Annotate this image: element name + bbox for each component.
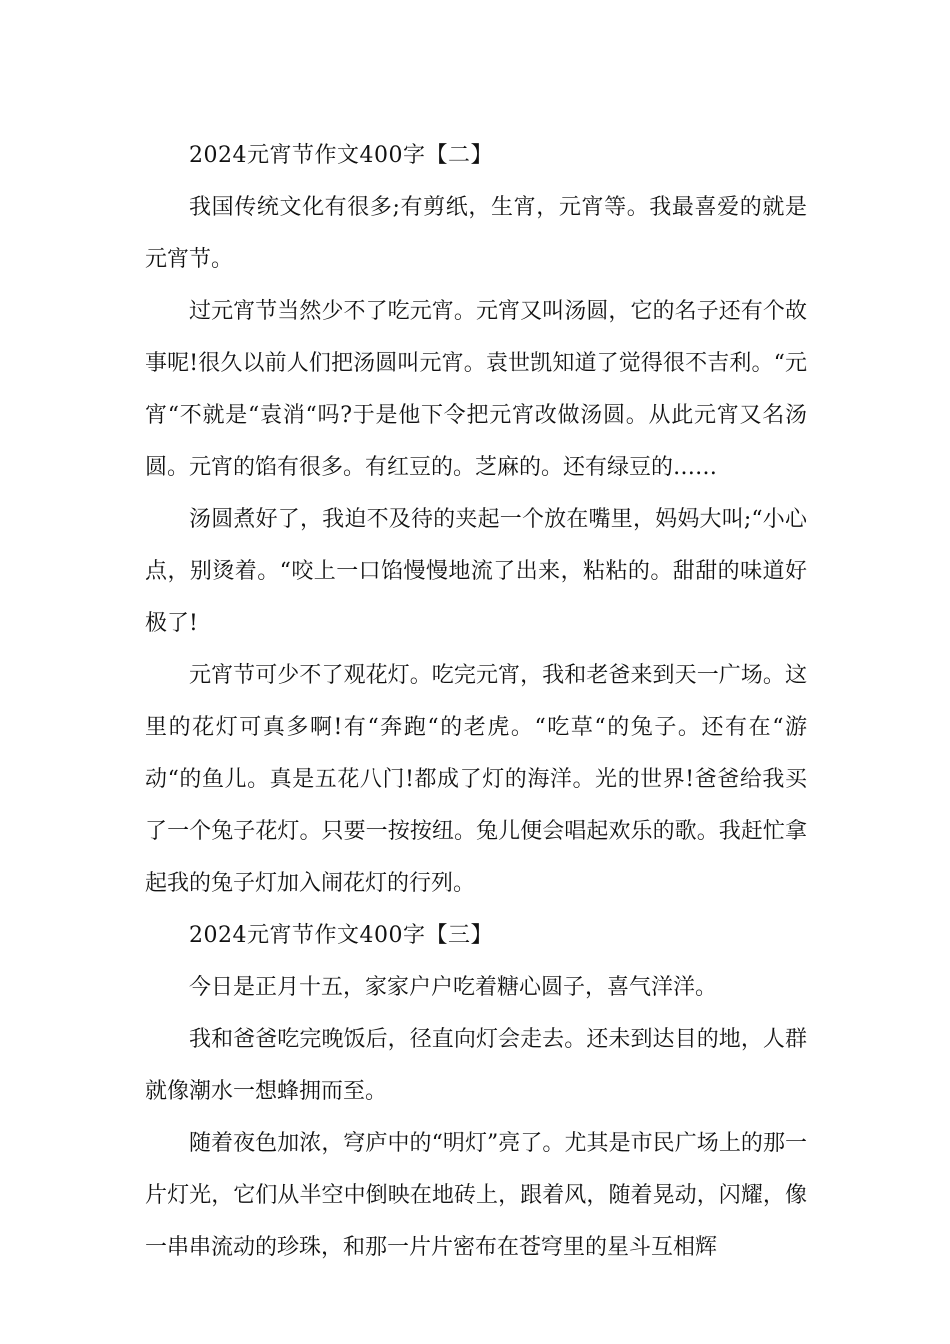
section-heading-3: 2024元宵节作文400字【三】 xyxy=(189,923,493,948)
paragraph: 元宵节可少不了观花灯。吃完元宵，我和老爸来到天一广场。这里的花灯可真多啊!有“奔跑“的老虎。“吃草“的兔子。还有在“游动“的鱼儿。真是五花八门!都成了灯的海洋。光的世界!爸爸给我买了一个兔子花灯。只要一按按纽。兔儿便会唱起欢乐的歌。我赶忙拿起我的兔子灯加入闹花灯的行列。 xyxy=(145,663,807,896)
paragraph: 今日是正月十五，家家户户吃着糖心圆子，喜气洋洋。 xyxy=(189,975,718,1000)
paragraph: 我国传统文化有很多;有剪纸，生宵，元宵等。我最喜爱的就是元宵节。 xyxy=(145,195,807,272)
paragraph: 我和爸爸吃完晚饭后，径直向灯会走去。还未到达目的地，人群就像潮水一想蜂拥而至。 xyxy=(145,1027,807,1104)
paragraph: 汤圆煮好了，我迫不及待的夹起一个放在嘴里，妈妈大叫;“小心点，别烫着。“咬上一口馅慢慢地流了出来，粘粘的。甜甜的味道好极了! xyxy=(145,507,807,636)
essay-body xyxy=(145,130,807,1274)
section-heading-2: 2024元宵节作文400字【二】 xyxy=(189,143,493,168)
paragraph: 过元宵节当然少不了吃元宵。元宵又叫汤圆，它的名子还有个故事呢!很久以前人们把汤圆叫元宵。袁世凯知道了觉得很不吉利。“元宵“不就是“袁消“吗?于是他下令把元宵改做汤圆。从此元宵又名汤圆。元宵的馅有很多。有红豆的。芝麻的。还有绿豆的…… xyxy=(145,299,807,480)
paragraph: 随着夜色加浓，穹庐中的“明灯”亮了。尤其是市民广场上的那一片灯光，它们从半空中倒映在地砖上，跟着风，随着晃动，闪耀，像一串串流动的珍珠，和那一片片密布在苍穹里的星斗互相辉 xyxy=(145,1131,807,1260)
